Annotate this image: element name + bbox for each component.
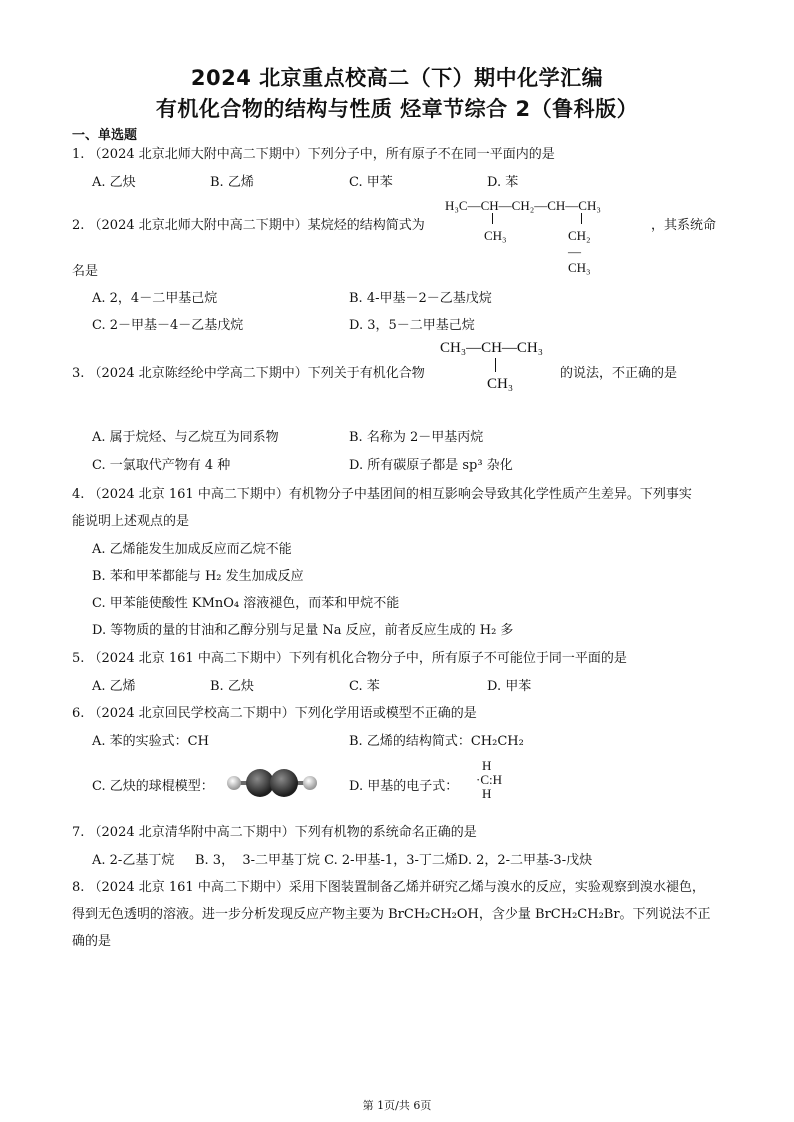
lewis-h-top: H <box>482 758 492 773</box>
hydrogen-atom <box>303 776 317 790</box>
question-3-option-b: B. 名称为 2－甲基丙烷 <box>349 430 484 445</box>
formula-branch-ethyl: CH₂—CH₃ <box>568 228 591 275</box>
question-1-stem: 1. （2024 北京北师大附中高二下期中）下列分子中，所有原子不在同一平面内的是 <box>72 147 555 162</box>
question-6-option-b: B. 乙烯的结构简式：CH₂CH₂ <box>349 734 524 749</box>
document-subtitle: 有机化合物的结构与性质 烃章节综合 2（鲁科版） <box>155 97 639 121</box>
question-2-option-b: B. 4-甲基－2－乙基戊烷 <box>349 291 492 306</box>
formula-bond-2 <box>581 213 582 224</box>
question-3-stem: 3. （2024 北京陈经纶中学高二下期中）下列关于有机化合物 <box>72 366 425 381</box>
question-4-stem: 4. （2024 北京 161 中高二下期中）有机物分子中基团间的相互影响会导致其化学性质产生差异。下列事实 <box>72 487 692 502</box>
question-2-stem-cont: 名是 <box>72 264 99 279</box>
question-7-options: A. 2-乙基丁烷 B. 3， 3-二甲基丁烷 C. 2-甲基-1，3-丁二烯D. 2，2-二甲基-3-戊炔 <box>92 853 593 868</box>
question-4-stem-cont: 能说明上述观点的是 <box>72 514 190 529</box>
formula-main-chain: CH₃—CH—CH₃ <box>440 340 543 356</box>
question-2-option-d: D. 3，5－二甲基己烷 <box>349 318 475 333</box>
question-5-option-b: B. 乙炔 <box>210 679 254 694</box>
question-1-option-d: D. 苯 <box>487 175 519 190</box>
question-3-stem-end: 的说法，不正确的是 <box>560 366 678 381</box>
question-3-option-c: C. 一氯取代产物有 4 种 <box>92 458 231 473</box>
question-4-option-d: D. 等物质的量的甘油和乙醇分别与足量 Na 反应，前者反应生成的 H₂ 多 <box>92 623 514 638</box>
question-7-stem: 7. （2024 北京清华附中高二下期中）下列有机物的系统命名正确的是 <box>72 825 477 840</box>
question-1-option-c: C. 甲苯 <box>349 175 393 190</box>
question-1-option-a: A. 乙炔 <box>92 175 136 190</box>
lewis-c-row: ·C:H <box>476 772 502 787</box>
question-2-structural-formula <box>445 198 601 275</box>
question-5-stem: 5. （2024 北京 161 中高二下期中）下列有机化合物分子中，所有原子不可能位于同一平面的是 <box>72 651 627 666</box>
question-8-line-1: 8. （2024 北京 161 中高二下期中）采用下图装置制备乙烯并研究乙烯与溴水的反应，实验观察到溴水褪色， <box>72 880 705 895</box>
question-3-option-d: D. 所有碳原子都是 sp³ 杂化 <box>349 458 513 473</box>
question-5-option-c: C. 苯 <box>349 679 380 694</box>
lewis-h-bottom: H <box>482 786 492 801</box>
question-6-option-d: D. 甲基的电子式： <box>349 779 459 794</box>
section-heading: 一、单选题 <box>72 128 138 143</box>
carbon-atom <box>270 769 298 797</box>
question-6-stem: 6. （2024 北京回民学校高二下期中）下列化学用语或模型不正确的是 <box>72 706 477 721</box>
hydrogen-atom <box>227 776 241 790</box>
question-8-line-2: 得到无色透明的溶液。进一步分析发现反应产物主要为 BrCH₂CH₂OH，含少量 BrCH₂CH₂Br。下列说法不正 <box>72 907 711 922</box>
question-3-structural-formula <box>440 340 543 392</box>
formula-bond-1 <box>492 213 493 224</box>
formula-branch: CH₃ <box>487 376 514 392</box>
formula-branch-methyl: CH₃ <box>484 228 507 243</box>
acetylene-ball-stick-model <box>222 765 322 801</box>
question-4-option-b: B. 苯和甲苯都能与 H₂ 发生加成反应 <box>92 569 304 584</box>
question-4-option-c: C. 甲苯能使酸性 KMnO₄ 溶液褪色，而苯和甲烷不能 <box>92 596 400 611</box>
carbon-atom <box>246 769 274 797</box>
question-1-option-b: B. 乙烯 <box>210 175 254 190</box>
question-8-line-3: 确的是 <box>72 934 112 949</box>
question-2-option-a: A. 2，4－二甲基己烷 <box>92 291 218 306</box>
question-2-option-c: C. 2－甲基－4－乙基戊烷 <box>92 318 244 333</box>
question-6-option-a: A. 苯的实验式：CH <box>92 734 209 749</box>
page-footer: 第 1页/共 6页 <box>362 1099 432 1112</box>
question-2-stem-end: ，其系统命 <box>651 218 717 233</box>
question-3-option-a: A. 属于烷烃、与乙烷互为同系物 <box>92 430 279 445</box>
document-title: 2024 北京重点校高二（下）期中化学汇编 <box>190 66 604 90</box>
formula-main-chain: H₃C—CH—CH₂—CH—CH₃ <box>445 198 601 213</box>
question-2-stem: 2. （2024 北京北师大附中高二下期中）某烷烃的结构简式为 <box>72 218 425 233</box>
question-6-option-c: C. 乙炔的球棍模型： <box>92 779 214 794</box>
methyl-electron-formula <box>476 759 502 801</box>
question-5-option-a: A. 乙烯 <box>92 679 136 694</box>
question-4-option-a: A. 乙烯能发生加成反应而乙烷不能 <box>92 542 292 557</box>
formula-bond <box>495 358 496 372</box>
question-5-option-d: D. 甲苯 <box>487 679 532 694</box>
